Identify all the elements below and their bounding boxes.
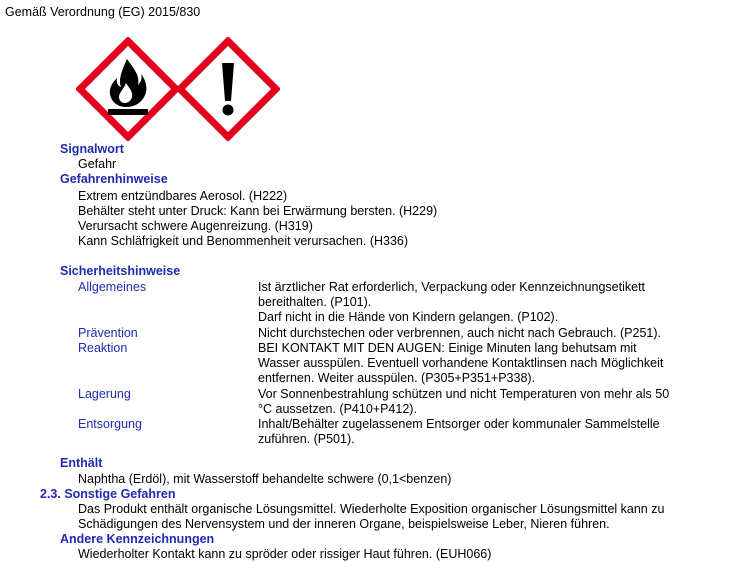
precaution-label-prevention: Prävention — [78, 326, 138, 340]
precaution-text: Ist ärztlicher Rat erforderlich, Verpackung oder Kennzeichnungsetikett — [258, 280, 646, 294]
precaution-text: bereithalten. (P101). — [258, 295, 372, 309]
hazard-statement: Behälter steht unter Druck: Kann bei Erwärmung bersten. (H229) — [78, 204, 438, 218]
precaution-text: entfernen. Weiter ausspülen. (P305+P351+P338). — [258, 371, 536, 385]
signal-word-value: Gefahr — [78, 157, 117, 171]
other-hazards-text: Schädigungen des Nervensystem und der inneren Organe, beispielsweise Leber, Nieren führen. — [78, 517, 610, 531]
precautionary-heading: Sicherheitshinweise — [60, 264, 181, 278]
precaution-text: Vor Sonnenbestrahlung schützen und nicht Temperaturen von mehr als 50 — [258, 387, 670, 401]
other-labels-text: Wiederholter Kontakt kann zu spröder oder rissiger Haut führen. (EUH066) — [78, 547, 492, 561]
precaution-text: Nicht durchstechen oder verbrennen, auch nicht nach Gebrauch. (P251). — [258, 326, 662, 340]
contains-value: Naphtha (Erdöl), mit Wasserstoff behandelte schwere (0,1<benzen) — [78, 472, 452, 486]
contains-heading: Enthält — [60, 456, 103, 470]
other-hazards-heading: 2.3. Sonstige Gefahren — [40, 487, 176, 501]
precaution-text: Wasser ausspülen. Eventuell vorhandene Kontaktlinsen nach Möglichkeit — [258, 356, 664, 370]
precaution-text: BEI KONTAKT MIT DEN AUGEN: Einige Minuten lang behutsam mit — [258, 341, 637, 355]
hazard-statement: Extrem entzündbares Aerosol. (H222) — [78, 189, 288, 203]
precaution-text: zuführen. (P501). — [258, 432, 355, 446]
hazard-statements-heading: Gefahrenhinweise — [60, 172, 168, 186]
regulation-reference: Gemäß Verordnung (EG) 2015/830 — [5, 5, 201, 19]
hazard-statement: Verursacht schwere Augenreizung. (H319) — [78, 219, 313, 233]
precaution-label-response: Reaktion — [78, 341, 128, 355]
precaution-label-storage: Lagerung — [78, 387, 131, 401]
precaution-label-general: Allgemeines — [78, 280, 147, 294]
precaution-text: Inhalt/Behälter zugelassenem Entsorger oder kommunaler Sammelstelle — [258, 417, 660, 431]
hazard-statement: Kann Schläfrigkeit und Benommenheit verursachen. (H336) — [78, 234, 409, 248]
precaution-text: Darf nicht in die Hände von Kindern gelangen. (P102). — [258, 310, 559, 324]
exclamation-icon — [176, 37, 280, 141]
precaution-label-disposal: Entsorgung — [78, 417, 142, 431]
flame-icon — [76, 37, 180, 141]
precaution-text: °C aussetzen. (P410+P412). — [258, 402, 417, 416]
other-labels-heading: Andere Kennzeichnungen — [60, 532, 215, 546]
signal-word-heading: Signalwort — [60, 142, 124, 156]
other-hazards-text: Das Produkt enthält organische Lösungsmittel. Wiederholte Exposition organischer Lösungsmittel kann zu — [78, 502, 665, 516]
